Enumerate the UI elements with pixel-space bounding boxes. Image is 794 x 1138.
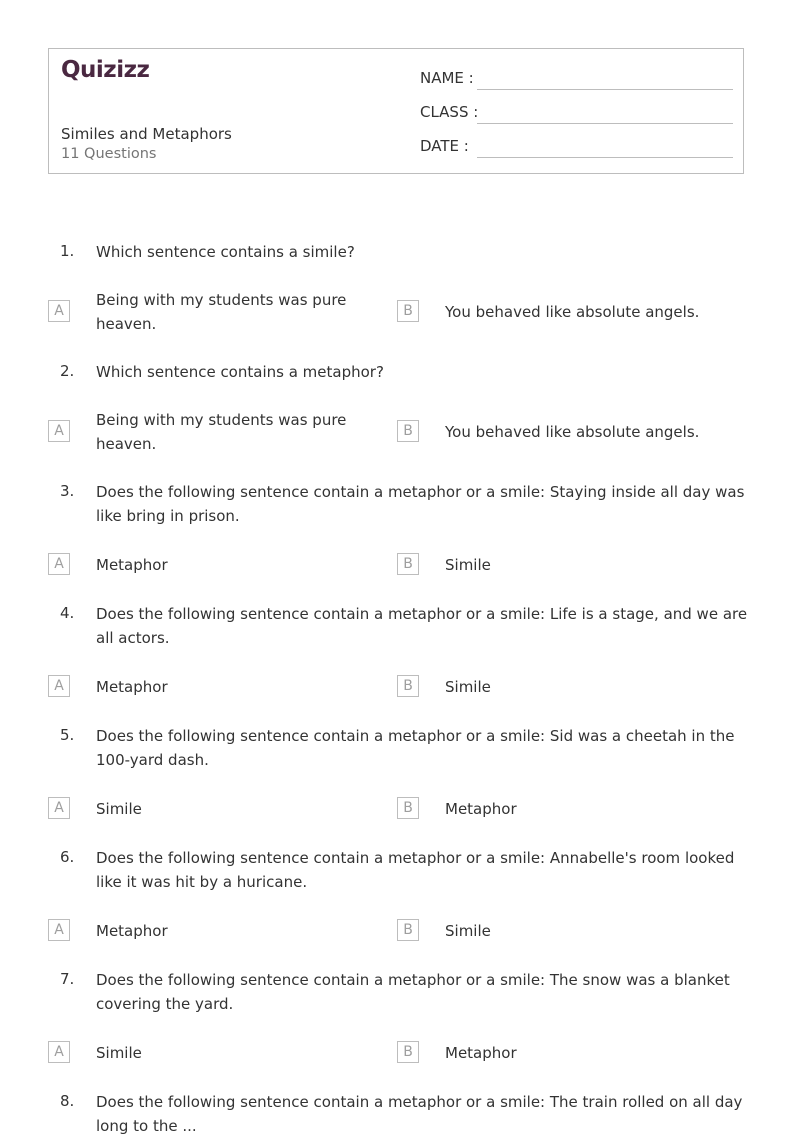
option-a-text: Metaphor: [96, 678, 168, 696]
option-a-box: A: [48, 919, 70, 941]
option-a-text: Metaphor: [96, 922, 168, 940]
question-number: 3.: [60, 482, 75, 500]
question-number: 4.: [60, 604, 75, 622]
name-label: NAME :: [420, 69, 474, 87]
option-b-text: Metaphor: [445, 1044, 517, 1062]
question-text: Does the following sentence contain a metaphor or a smile: The snow was a blanket covering the yard.: [96, 971, 730, 1013]
worksheet-title: Similes and Metaphors: [61, 125, 232, 143]
option-a-box: A: [48, 1041, 70, 1063]
question-number: 5.: [60, 726, 75, 744]
option-a-text: Metaphor: [96, 556, 168, 574]
option-a-text: Being with my students was pure heaven.: [96, 291, 347, 333]
question-number: 6.: [60, 848, 75, 866]
option-a-box: A: [48, 797, 70, 819]
question-number: 7.: [60, 970, 75, 988]
date-label: DATE :: [420, 137, 469, 155]
option-a-box: A: [48, 300, 70, 322]
option-b-text: Simile: [445, 678, 491, 696]
option-b-text: Simile: [445, 922, 491, 940]
worksheet-header: [48, 48, 744, 174]
option-b-box: B: [397, 300, 419, 322]
question-text: Does the following sentence contain a metaphor or a smile: Life is a stage, and we are all actors.: [96, 605, 748, 647]
option-b-box: B: [397, 675, 419, 697]
question-text: Which sentence contains a metaphor?: [96, 363, 384, 381]
option-a-text: Being with my students was pure heaven.: [96, 411, 347, 453]
option-b-text: Simile: [445, 556, 491, 574]
option-a-text: Simile: [96, 1044, 142, 1062]
question-text: Does the following sentence contain a metaphor or a smile: Staying inside all day was like bring in prison.: [96, 483, 745, 525]
option-b-text: You behaved like absolute angels.: [445, 303, 700, 321]
date-line: [477, 157, 733, 158]
question-text: Does the following sentence contain a metaphor or a smile: Annabelle's room looked like it was hit by a huricane.: [96, 849, 735, 891]
option-b-box: B: [397, 553, 419, 575]
option-b-text: Metaphor: [445, 800, 517, 818]
question-text: Does the following sentence contain a metaphor or a smile: The train rolled on all day long to the ...: [96, 1093, 743, 1135]
class-line: [477, 123, 733, 124]
option-b-box: B: [397, 919, 419, 941]
option-a-text: Simile: [96, 800, 142, 818]
quizizz-logo: Quizizz: [61, 57, 150, 83]
option-b-box: B: [397, 1041, 419, 1063]
option-a-box: A: [48, 420, 70, 442]
question-text: Does the following sentence contain a metaphor or a smile: Sid was a cheetah in the 100-yard dash.: [96, 727, 735, 769]
option-b-text: You behaved like absolute angels.: [445, 423, 700, 441]
option-a-box: A: [48, 675, 70, 697]
option-b-box: B: [397, 797, 419, 819]
question-text: Which sentence contains a simile?: [96, 243, 355, 261]
question-number: 1.: [60, 242, 75, 260]
question-number: 2.: [60, 362, 75, 380]
option-a-box: A: [48, 553, 70, 575]
question-count: 11 Questions: [61, 146, 157, 162]
option-b-box: B: [397, 420, 419, 442]
name-line: [477, 89, 733, 90]
question-number: 8.: [60, 1092, 75, 1110]
class-label: CLASS :: [420, 103, 479, 121]
